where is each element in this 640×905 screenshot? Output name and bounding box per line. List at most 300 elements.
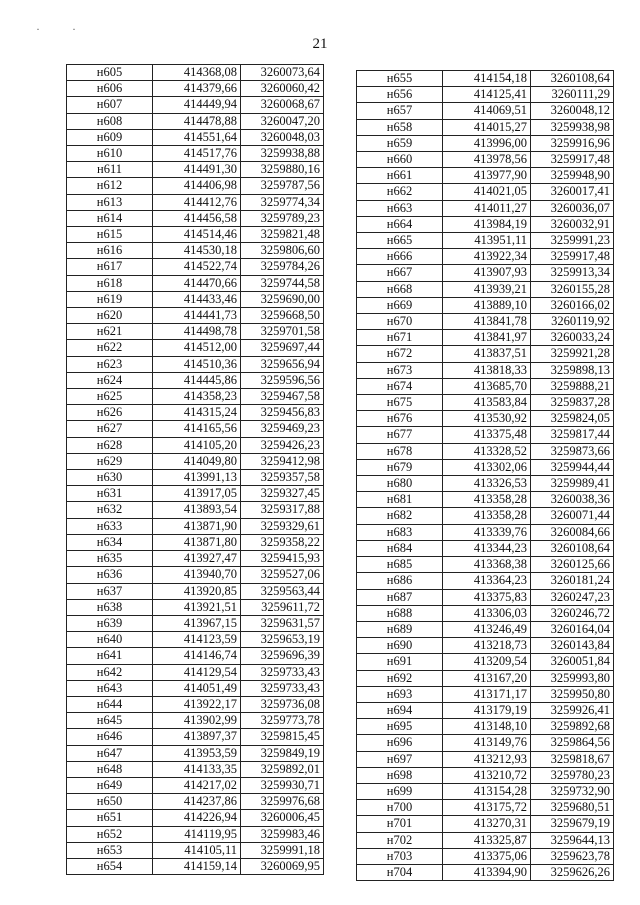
y-coordinate-cell: 3260155,28: [531, 281, 614, 297]
y-coordinate-cell: 3259913,34: [531, 265, 614, 281]
table-row: [67, 389, 324, 405]
x-coordinate-cell: 414517,76: [153, 146, 241, 162]
table-row: [357, 346, 614, 362]
x-coordinate-cell: 413325,87: [443, 832, 531, 848]
point-id-cell: н645: [67, 713, 153, 729]
point-id-cell: н619: [67, 291, 153, 307]
point-id-cell: н672: [357, 346, 443, 362]
y-coordinate-cell: 3259631,57: [241, 615, 324, 631]
point-id-cell: н690: [357, 638, 443, 654]
table-row: [357, 783, 614, 799]
point-id-cell: н620: [67, 308, 153, 324]
y-coordinate-cell: 3259991,23: [531, 233, 614, 249]
x-coordinate-cell: 414510,36: [153, 356, 241, 372]
x-coordinate-cell: 413902,99: [153, 713, 241, 729]
x-coordinate-cell: 414125,41: [443, 87, 531, 103]
y-coordinate-cell: 3260246,72: [531, 605, 614, 621]
point-id-cell: н618: [67, 275, 153, 291]
table-row: [67, 324, 324, 340]
table-row: [357, 135, 614, 151]
table-row: [357, 459, 614, 475]
y-coordinate-cell: 3260143,84: [531, 638, 614, 654]
table-row: [67, 97, 324, 113]
table-row: [357, 492, 614, 508]
y-coordinate-cell: 3259837,28: [531, 395, 614, 411]
x-coordinate-cell: 413154,28: [443, 783, 531, 799]
x-coordinate-cell: 414021,05: [443, 184, 531, 200]
point-id-cell: н668: [357, 281, 443, 297]
table-row: [357, 87, 614, 103]
table-row: [67, 453, 324, 469]
table-row: [357, 524, 614, 540]
y-coordinate-cell: 3260036,07: [531, 200, 614, 216]
y-coordinate-cell: 3259849,19: [241, 745, 324, 761]
point-id-cell: н653: [67, 842, 153, 858]
table-row: [357, 427, 614, 443]
point-id-cell: н695: [357, 719, 443, 735]
table-row: [67, 696, 324, 712]
table-row: [357, 314, 614, 330]
table-row: [67, 761, 324, 777]
point-id-cell: н633: [67, 518, 153, 534]
table-row: [357, 670, 614, 686]
y-coordinate-cell: 3259864,56: [531, 735, 614, 751]
table-row: [357, 508, 614, 524]
y-coordinate-cell: 3259880,16: [241, 162, 324, 178]
y-coordinate-cell: 3259623,78: [531, 848, 614, 864]
table-row: [357, 816, 614, 832]
table-row: [67, 729, 324, 745]
x-coordinate-cell: 414358,23: [153, 389, 241, 405]
table-row: [357, 152, 614, 168]
point-id-cell: н630: [67, 470, 153, 486]
x-coordinate-cell: 414522,74: [153, 259, 241, 275]
y-coordinate-cell: 3259983,46: [241, 826, 324, 842]
point-id-cell: н634: [67, 534, 153, 550]
y-coordinate-cell: 3260069,95: [241, 858, 324, 874]
y-coordinate-cell: 3259656,94: [241, 356, 324, 372]
point-id-cell: н675: [357, 395, 443, 411]
x-coordinate-cell: 413940,70: [153, 567, 241, 583]
x-coordinate-cell: 413920,85: [153, 583, 241, 599]
x-coordinate-cell: 414119,95: [153, 826, 241, 842]
table-row: [357, 573, 614, 589]
x-coordinate-cell: 414478,88: [153, 113, 241, 129]
y-coordinate-cell: 3259456,83: [241, 405, 324, 421]
table-row: [67, 291, 324, 307]
x-coordinate-cell: 413375,83: [443, 589, 531, 605]
point-id-cell: н682: [357, 508, 443, 524]
y-coordinate-cell: 3259950,80: [531, 686, 614, 702]
point-id-cell: н613: [67, 194, 153, 210]
y-coordinate-cell: 3259898,13: [531, 362, 614, 378]
table-row: [67, 113, 324, 129]
table-row: [67, 745, 324, 761]
table-row: [67, 421, 324, 437]
y-coordinate-cell: 3259938,88: [241, 146, 324, 162]
table-row: [357, 767, 614, 783]
point-id-cell: н684: [357, 540, 443, 556]
x-coordinate-cell: 413212,93: [443, 751, 531, 767]
x-coordinate-cell: 413841,78: [443, 314, 531, 330]
x-coordinate-cell: 413302,06: [443, 459, 531, 475]
x-coordinate-cell: 413889,10: [443, 297, 531, 313]
x-coordinate-cell: 414441,73: [153, 308, 241, 324]
y-coordinate-cell: 3259467,58: [241, 389, 324, 405]
y-coordinate-cell: 3259653,19: [241, 632, 324, 648]
x-coordinate-cell: 413394,90: [443, 864, 531, 880]
point-id-cell: н704: [357, 864, 443, 880]
table-row: [67, 567, 324, 583]
table-row: [357, 184, 614, 200]
y-coordinate-cell: 3260125,66: [531, 557, 614, 573]
x-coordinate-cell: 413209,54: [443, 654, 531, 670]
table-row: [357, 848, 614, 864]
point-id-cell: н610: [67, 146, 153, 162]
y-coordinate-cell: 3260247,23: [531, 589, 614, 605]
point-id-cell: н638: [67, 599, 153, 615]
x-coordinate-cell: 414049,80: [153, 453, 241, 469]
x-coordinate-cell: 414433,46: [153, 291, 241, 307]
table-row: [67, 81, 324, 97]
x-coordinate-cell: 413917,05: [153, 486, 241, 502]
y-coordinate-cell: 3259948,90: [531, 168, 614, 184]
x-coordinate-cell: 413358,28: [443, 508, 531, 524]
point-id-cell: н660: [357, 152, 443, 168]
x-coordinate-cell: 413364,23: [443, 573, 531, 589]
table-row: [67, 275, 324, 291]
table-row: [357, 702, 614, 718]
table-row: [357, 589, 614, 605]
point-id-cell: н671: [357, 330, 443, 346]
x-coordinate-cell: 414015,27: [443, 119, 531, 135]
y-coordinate-cell: 3259732,90: [531, 783, 614, 799]
table-row: [67, 162, 324, 178]
table-row: [357, 832, 614, 848]
y-coordinate-cell: 3259527,06: [241, 567, 324, 583]
point-id-cell: н654: [67, 858, 153, 874]
table-row: [357, 800, 614, 816]
table-row: [357, 216, 614, 232]
x-coordinate-cell: 413326,53: [443, 476, 531, 492]
x-coordinate-cell: 413368,38: [443, 557, 531, 573]
point-id-cell: н702: [357, 832, 443, 848]
point-id-cell: н700: [357, 800, 443, 816]
y-coordinate-cell: 3259892,68: [531, 719, 614, 735]
table-row: [67, 486, 324, 502]
x-coordinate-cell: 413149,76: [443, 735, 531, 751]
point-id-cell: н692: [357, 670, 443, 686]
x-coordinate-cell: 413837,51: [443, 346, 531, 362]
x-coordinate-cell: 413921,51: [153, 599, 241, 615]
y-coordinate-cell: 3259327,45: [241, 486, 324, 502]
table-row: [67, 372, 324, 388]
point-id-cell: н687: [357, 589, 443, 605]
point-id-cell: н683: [357, 524, 443, 540]
y-coordinate-cell: 3259412,98: [241, 453, 324, 469]
x-coordinate-cell: 413358,28: [443, 492, 531, 508]
table-row: [67, 583, 324, 599]
x-coordinate-cell: 413148,10: [443, 719, 531, 735]
y-coordinate-cell: 3260047,20: [241, 113, 324, 129]
y-coordinate-cell: 3259426,23: [241, 437, 324, 453]
table-row: [67, 502, 324, 518]
table-row: [357, 638, 614, 654]
x-coordinate-cell: 413530,92: [443, 411, 531, 427]
x-coordinate-cell: 413339,76: [443, 524, 531, 540]
x-coordinate-cell: 414154,18: [443, 71, 531, 87]
point-id-cell: н685: [357, 557, 443, 573]
point-id-cell: н696: [357, 735, 443, 751]
table-row: [67, 810, 324, 826]
point-id-cell: н677: [357, 427, 443, 443]
point-id-cell: н652: [67, 826, 153, 842]
point-id-cell: н649: [67, 777, 153, 793]
x-coordinate-cell: 413246,49: [443, 621, 531, 637]
x-coordinate-cell: 413922,17: [153, 696, 241, 712]
y-coordinate-cell: 3260038,36: [531, 492, 614, 508]
point-id-cell: н688: [357, 605, 443, 621]
table-row: [357, 249, 614, 265]
point-id-cell: н663: [357, 200, 443, 216]
y-coordinate-cell: 3259938,98: [531, 119, 614, 135]
y-coordinate-cell: 3259679,19: [531, 816, 614, 832]
x-coordinate-cell: 414011,27: [443, 200, 531, 216]
y-coordinate-cell: 3259930,71: [241, 777, 324, 793]
point-id-cell: н631: [67, 486, 153, 502]
table-row: [357, 378, 614, 394]
point-id-cell: н646: [67, 729, 153, 745]
point-id-cell: н678: [357, 443, 443, 459]
table-row: [67, 599, 324, 615]
table-row: [67, 826, 324, 842]
point-id-cell: н697: [357, 751, 443, 767]
x-coordinate-cell: 413953,59: [153, 745, 241, 761]
table-row: [357, 362, 614, 378]
y-coordinate-cell: 3259921,28: [531, 346, 614, 362]
x-coordinate-cell: 414445,86: [153, 372, 241, 388]
y-coordinate-cell: 3259916,96: [531, 135, 614, 151]
table-row: [357, 654, 614, 670]
point-id-cell: н643: [67, 680, 153, 696]
point-id-cell: н614: [67, 210, 153, 226]
y-coordinate-cell: 3260048,12: [531, 103, 614, 119]
y-coordinate-cell: 3259818,67: [531, 751, 614, 767]
y-coordinate-cell: 3260060,42: [241, 81, 324, 97]
y-coordinate-cell: 3259357,58: [241, 470, 324, 486]
point-id-cell: н615: [67, 227, 153, 243]
table-row: [67, 470, 324, 486]
y-coordinate-cell: 3259815,45: [241, 729, 324, 745]
y-coordinate-cell: 3259563,44: [241, 583, 324, 599]
y-coordinate-cell: 3259787,56: [241, 178, 324, 194]
point-id-cell: н621: [67, 324, 153, 340]
point-id-cell: н616: [67, 243, 153, 259]
x-coordinate-cell: 414146,74: [153, 648, 241, 664]
x-coordinate-cell: 414237,86: [153, 794, 241, 810]
y-coordinate-cell: 3259744,58: [241, 275, 324, 291]
y-coordinate-cell: 3259784,26: [241, 259, 324, 275]
x-coordinate-cell: 414406,98: [153, 178, 241, 194]
y-coordinate-cell: 3259329,61: [241, 518, 324, 534]
y-coordinate-cell: 3259690,00: [241, 291, 324, 307]
y-coordinate-cell: 3260017,41: [531, 184, 614, 200]
y-coordinate-cell: 3260033,24: [531, 330, 614, 346]
y-coordinate-cell: 3259668,50: [241, 308, 324, 324]
point-id-cell: н661: [357, 168, 443, 184]
table-row: [67, 405, 324, 421]
y-coordinate-cell: 3260048,03: [241, 129, 324, 145]
x-coordinate-cell: 413991,13: [153, 470, 241, 486]
table-row: [357, 540, 614, 556]
x-coordinate-cell: 413897,37: [153, 729, 241, 745]
point-id-cell: н699: [357, 783, 443, 799]
table-row: [67, 648, 324, 664]
y-coordinate-cell: 3260108,64: [531, 71, 614, 87]
x-coordinate-cell: 413328,52: [443, 443, 531, 459]
y-coordinate-cell: 3259358,22: [241, 534, 324, 550]
point-id-cell: н670: [357, 314, 443, 330]
y-coordinate-cell: 3260119,92: [531, 314, 614, 330]
x-coordinate-cell: 413306,03: [443, 605, 531, 621]
table-row: [357, 233, 614, 249]
y-coordinate-cell: 3260006,45: [241, 810, 324, 826]
point-id-cell: н609: [67, 129, 153, 145]
table-row: [357, 476, 614, 492]
y-coordinate-cell: 3260111,29: [531, 87, 614, 103]
point-id-cell: н674: [357, 378, 443, 394]
point-id-cell: н693: [357, 686, 443, 702]
x-coordinate-cell: 413996,00: [443, 135, 531, 151]
y-coordinate-cell: 3259806,60: [241, 243, 324, 259]
x-coordinate-cell: 413871,90: [153, 518, 241, 534]
y-coordinate-cell: 3260166,02: [531, 297, 614, 313]
point-id-cell: н698: [357, 767, 443, 783]
y-coordinate-cell: 3260051,84: [531, 654, 614, 670]
table-row: [67, 210, 324, 226]
point-id-cell: н625: [67, 389, 153, 405]
x-coordinate-cell: 413907,93: [443, 265, 531, 281]
point-id-cell: н622: [67, 340, 153, 356]
x-coordinate-cell: 413210,72: [443, 767, 531, 783]
point-id-cell: н648: [67, 761, 153, 777]
y-coordinate-cell: 3259917,48: [531, 249, 614, 265]
point-id-cell: н669: [357, 297, 443, 313]
y-coordinate-cell: 3259917,48: [531, 152, 614, 168]
table-row: [357, 411, 614, 427]
y-coordinate-cell: 3259976,68: [241, 794, 324, 810]
point-id-cell: н642: [67, 664, 153, 680]
point-id-cell: н629: [67, 453, 153, 469]
table-row: [67, 842, 324, 858]
point-id-cell: н637: [67, 583, 153, 599]
point-id-cell: н676: [357, 411, 443, 427]
point-id-cell: н617: [67, 259, 153, 275]
table-row: [67, 65, 324, 81]
x-coordinate-cell: 413344,23: [443, 540, 531, 556]
point-id-cell: н686: [357, 573, 443, 589]
table-row: [67, 534, 324, 550]
table-row: [357, 557, 614, 573]
table-row: [357, 119, 614, 135]
point-id-cell: н639: [67, 615, 153, 631]
x-coordinate-cell: 413977,90: [443, 168, 531, 184]
x-coordinate-cell: 413984,19: [443, 216, 531, 232]
y-coordinate-cell: 3259696,39: [241, 648, 324, 664]
y-coordinate-cell: 3259989,41: [531, 476, 614, 492]
x-coordinate-cell: 414051,49: [153, 680, 241, 696]
point-id-cell: н650: [67, 794, 153, 810]
x-coordinate-cell: 413871,80: [153, 534, 241, 550]
y-coordinate-cell: 3260084,66: [531, 524, 614, 540]
x-coordinate-cell: 413171,17: [443, 686, 531, 702]
point-id-cell: н666: [357, 249, 443, 265]
x-coordinate-cell: 414315,24: [153, 405, 241, 421]
table-row: [357, 751, 614, 767]
x-coordinate-cell: 414105,11: [153, 842, 241, 858]
table-row: [67, 858, 324, 874]
coordinates-table-right: [356, 70, 614, 881]
table-row: [357, 686, 614, 702]
x-coordinate-cell: 414456,58: [153, 210, 241, 226]
point-id-cell: н703: [357, 848, 443, 864]
x-coordinate-cell: 414498,78: [153, 324, 241, 340]
y-coordinate-cell: 3259817,44: [531, 427, 614, 443]
x-coordinate-cell: 413167,20: [443, 670, 531, 686]
y-coordinate-cell: 3259773,78: [241, 713, 324, 729]
point-id-cell: н624: [67, 372, 153, 388]
x-coordinate-cell: 413685,70: [443, 378, 531, 394]
y-coordinate-cell: 3259892,01: [241, 761, 324, 777]
point-id-cell: н611: [67, 162, 153, 178]
x-coordinate-cell: 413922,34: [443, 249, 531, 265]
table-row: [67, 146, 324, 162]
y-coordinate-cell: 3259789,23: [241, 210, 324, 226]
point-id-cell: н656: [357, 87, 443, 103]
point-id-cell: н636: [67, 567, 153, 583]
y-coordinate-cell: 3259993,80: [531, 670, 614, 686]
y-coordinate-cell: 3259469,23: [241, 421, 324, 437]
x-coordinate-cell: 414530,18: [153, 243, 241, 259]
point-id-cell: н664: [357, 216, 443, 232]
y-coordinate-cell: 3259680,51: [531, 800, 614, 816]
x-coordinate-cell: 413375,06: [443, 848, 531, 864]
x-coordinate-cell: 414368,08: [153, 65, 241, 81]
y-coordinate-cell: 3260032,91: [531, 216, 614, 232]
table-row: [67, 551, 324, 567]
x-coordinate-cell: 413951,11: [443, 233, 531, 249]
point-id-cell: н662: [357, 184, 443, 200]
y-coordinate-cell: 3260181,24: [531, 573, 614, 589]
y-coordinate-cell: 3259697,44: [241, 340, 324, 356]
point-id-cell: н605: [67, 65, 153, 81]
y-coordinate-cell: 3259780,23: [531, 767, 614, 783]
x-coordinate-cell: 414129,54: [153, 664, 241, 680]
y-coordinate-cell: 3259611,72: [241, 599, 324, 615]
point-id-cell: н612: [67, 178, 153, 194]
table-row: [67, 518, 324, 534]
point-id-cell: н608: [67, 113, 153, 129]
table-row: [67, 129, 324, 145]
x-coordinate-cell: 414159,14: [153, 858, 241, 874]
y-coordinate-cell: 3259824,05: [531, 411, 614, 427]
y-coordinate-cell: 3259596,56: [241, 372, 324, 388]
table-row: [357, 330, 614, 346]
x-coordinate-cell: 414217,02: [153, 777, 241, 793]
point-id-cell: н651: [67, 810, 153, 826]
x-coordinate-cell: 414449,94: [153, 97, 241, 113]
point-id-cell: н659: [357, 135, 443, 151]
